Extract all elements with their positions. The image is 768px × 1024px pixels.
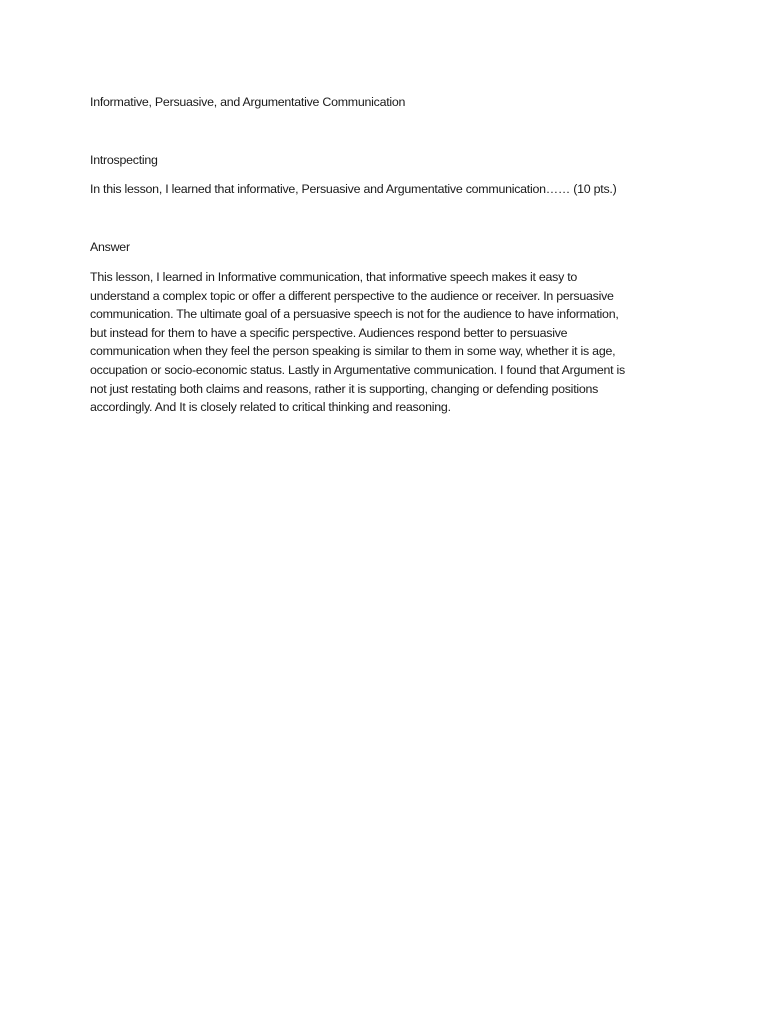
answer-line: accordingly. And It is closely related to critical thinking and reasoning.: [90, 400, 451, 415]
document-title: Informative, Persuasive, and Argumentative Communication: [90, 95, 406, 109]
answer-line: occupation or socio-economic status. Lastly in Argumentative communication. I found that Argument is: [90, 362, 625, 377]
introspecting-heading: Introspecting: [90, 153, 158, 167]
answer-heading: Answer: [90, 240, 130, 254]
introspecting-prompt: In this lesson, I learned that informative, Persuasive and Argumentative communication…… (10 pts.): [90, 182, 617, 196]
answer-line: understand a complex topic or offer a different perspective to the audience or receiver. In persuasive: [90, 288, 614, 303]
answer-line: communication. The ultimate goal of a persuasive speech is not for the audience to have information,: [90, 307, 619, 322]
answer-line: but instead for them to have a specific perspective. Audiences respond better to persuasive: [90, 325, 568, 340]
answer-line: communication when they feel the person speaking is similar to them in some way, whether it is age,: [90, 344, 616, 359]
answer-paragraph: [90, 268, 680, 417]
answer-line: This lesson, I learned in Informative communication, that informative speech makes it easy to: [90, 270, 578, 284]
answer-line: not just restating both claims and reasons, rather it is supporting, changing or defending positions: [90, 381, 599, 396]
